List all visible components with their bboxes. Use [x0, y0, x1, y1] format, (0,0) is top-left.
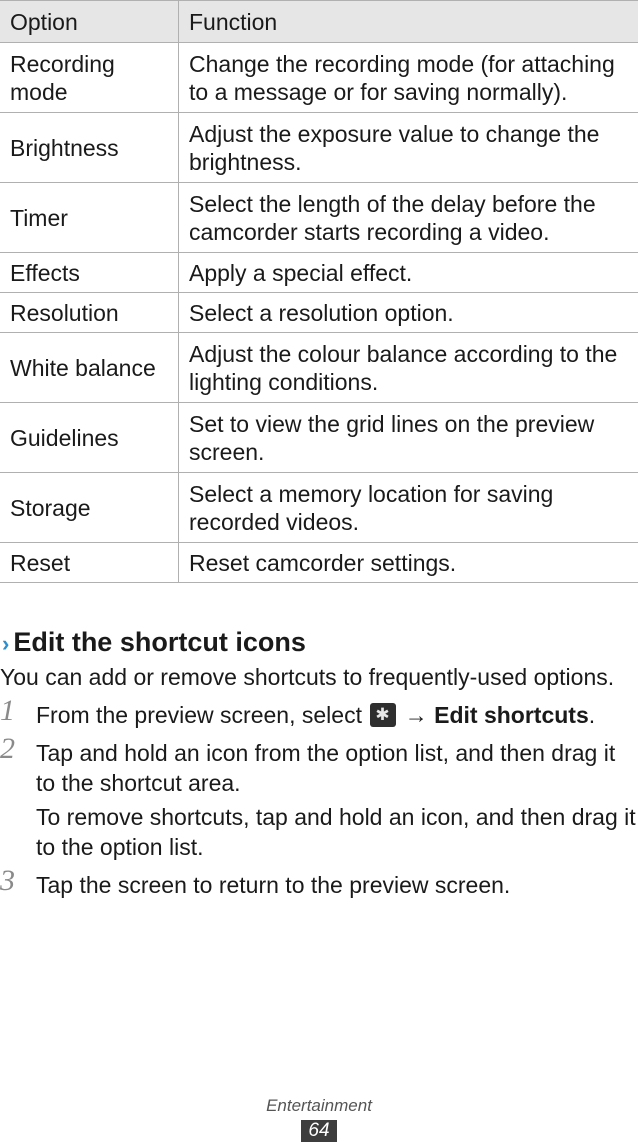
function-cell: Select the length of the delay before the camcorder starts recording a video.	[179, 183, 638, 253]
menu-item-edit-shortcuts: Edit shortcuts	[434, 702, 589, 728]
function-cell: Change the recording mode (for attaching to a message or for saving normally).	[179, 43, 638, 113]
option-cell: Brightness	[0, 113, 179, 183]
table-row	[0, 253, 638, 293]
function-cell: Reset camcorder settings.	[179, 543, 638, 583]
footer-section-name: Entertainment	[266, 1096, 372, 1115]
chevron-right-icon: ›	[2, 631, 10, 656]
step-text: Tap and hold an icon from the option list, and then drag it to the shortcut area.	[36, 740, 616, 796]
option-cell: Timer	[0, 183, 179, 253]
header-function: Function	[179, 1, 638, 43]
option-cell: Reset	[0, 543, 179, 583]
page-number: 64	[301, 1120, 336, 1142]
table-header-row	[0, 1, 638, 43]
function-cell: Adjust the exposure value to change the brightness.	[179, 113, 638, 183]
page-footer	[0, 1096, 638, 1142]
header-option: Option	[0, 1, 179, 43]
step-number: 2	[0, 732, 15, 765]
option-cell: Storage	[0, 473, 179, 543]
function-cell: Select a memory location for saving recorded videos.	[179, 473, 638, 543]
step-number: 1	[0, 694, 15, 727]
option-cell: Resolution	[0, 293, 179, 333]
arrow-icon: →	[404, 702, 428, 728]
table-row	[0, 293, 638, 333]
step-1	[0, 694, 638, 730]
option-cell: Guidelines	[0, 403, 179, 473]
step-punct: .	[588, 702, 596, 728]
settings-icon	[370, 703, 396, 727]
section-heading	[2, 622, 638, 662]
table-row	[0, 473, 638, 543]
table-row	[0, 333, 638, 403]
function-cell: Select a resolution option.	[179, 293, 638, 333]
section-intro: You can add or remove shortcuts to frequently-used options.	[0, 664, 615, 690]
step-3	[0, 864, 638, 900]
edit-shortcuts-section	[0, 622, 638, 900]
table-row	[0, 183, 638, 253]
section-title: Edit the shortcut icons	[13, 627, 306, 657]
table-row	[0, 43, 638, 113]
option-cell: Effects	[0, 253, 179, 293]
step-text: From the preview screen, select	[36, 702, 362, 728]
function-cell: Set to view the grid lines on the preview screen.	[179, 403, 638, 473]
step-text: Tap the screen to return to the preview screen.	[36, 872, 511, 898]
table-row	[0, 403, 638, 473]
function-cell: Apply a special effect.	[179, 253, 638, 293]
option-cell: Recording mode	[0, 43, 179, 113]
step-2-note: To remove shortcuts, tap and hold an icon, and then drag it to the option list.	[36, 804, 636, 860]
table-row	[0, 543, 638, 583]
table-row	[0, 113, 638, 183]
step-2	[0, 732, 638, 798]
step-number: 3	[0, 864, 15, 897]
function-cell: Adjust the colour balance according to the lighting conditions.	[179, 333, 638, 403]
option-cell: White balance	[0, 333, 179, 403]
